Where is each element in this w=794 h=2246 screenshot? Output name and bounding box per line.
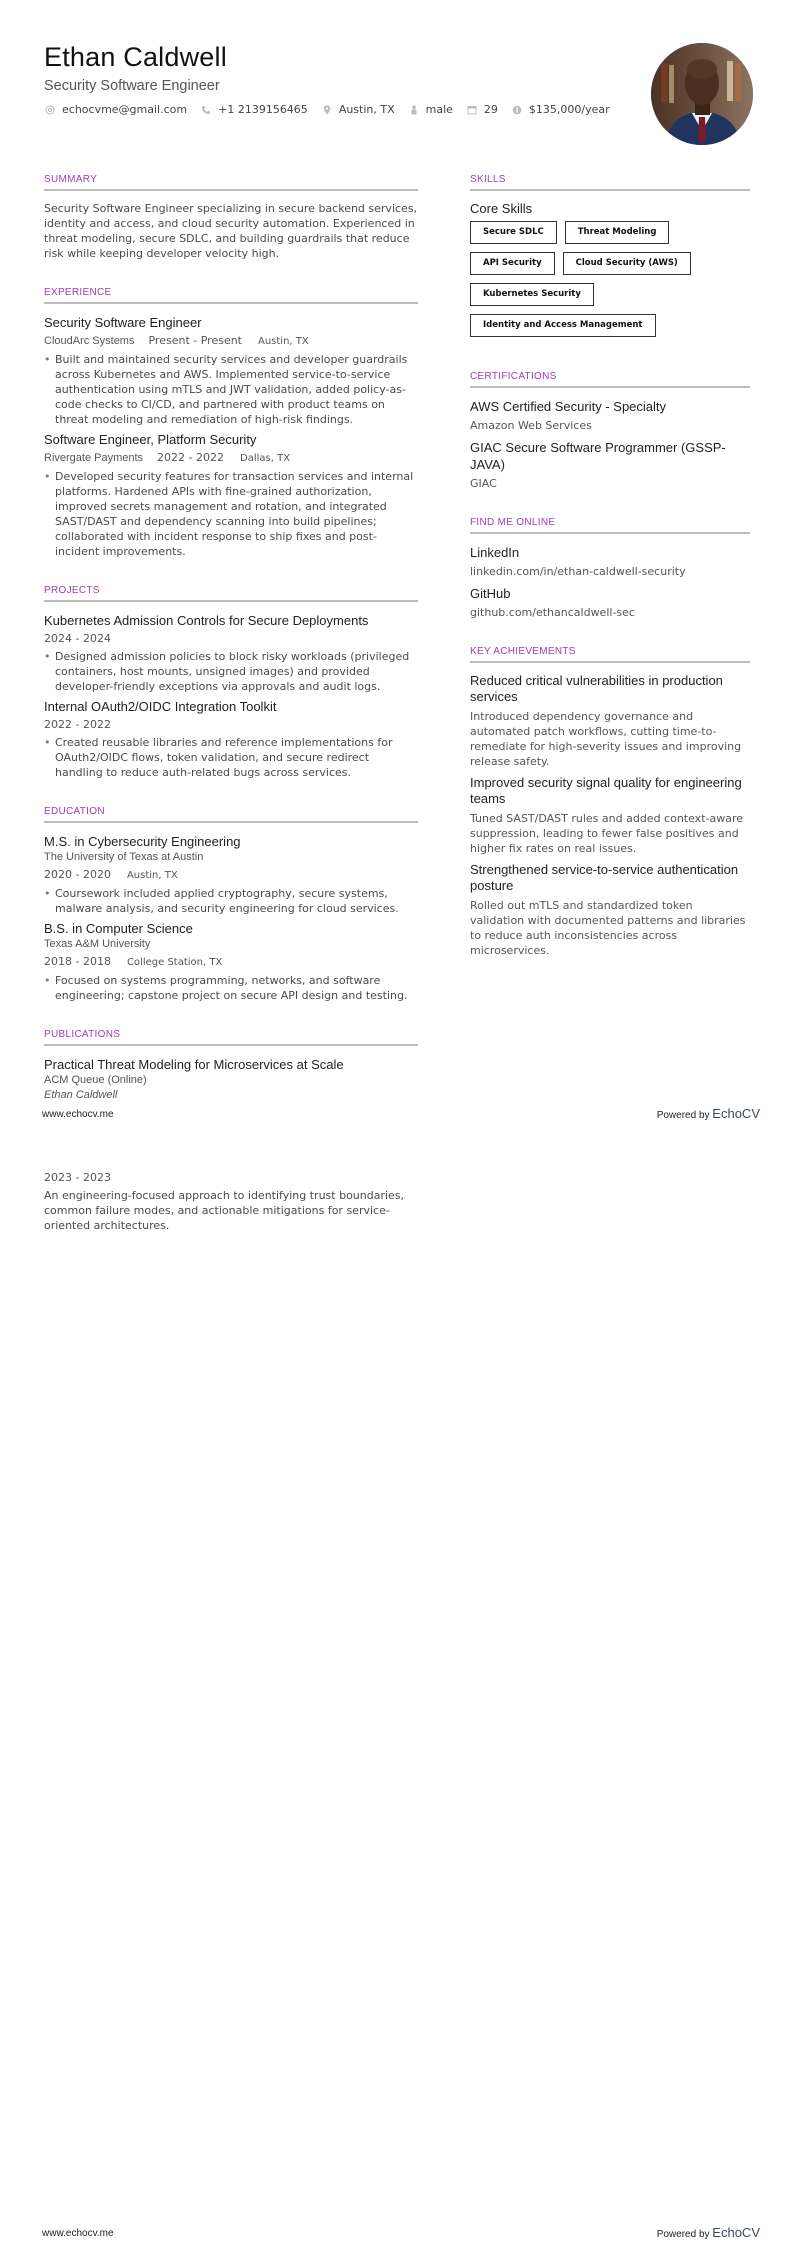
skill-group-name: Core Skills xyxy=(470,201,533,216)
section-title: PUBLICATIONS xyxy=(44,1029,418,1046)
job-role: Security Software Engineer xyxy=(44,315,202,330)
publication-dates: 2023 - 2023 xyxy=(44,1171,111,1184)
skill-tag: Kubernetes Security xyxy=(470,283,594,306)
degree: M.S. in Cybersecurity Engineering xyxy=(44,834,241,849)
education-dates: 2020 - 2020 xyxy=(44,868,111,881)
project-bullets xyxy=(44,649,418,694)
skill-tag: Cloud Security (AWS) xyxy=(563,252,691,275)
phone-icon xyxy=(200,104,212,116)
right-column xyxy=(470,174,750,984)
skill-tag: Threat Modeling xyxy=(565,221,670,244)
education-bullets xyxy=(44,973,418,1003)
publications-section xyxy=(44,1029,418,1103)
job-meta xyxy=(44,333,418,349)
project-meta xyxy=(44,631,418,646)
experience-section xyxy=(44,287,418,559)
project-name: Internal OAuth2/OIDC Integration Toolkit xyxy=(44,699,277,714)
school-name: The University of Texas at Austin xyxy=(44,851,204,863)
bullet: • Created reusable libraries and reference implementations for OAuth2/OIDC flows, token validation, and secure redirect handling to reduce auth-related bugs across services. xyxy=(44,735,418,780)
job-bullets xyxy=(44,352,418,427)
footer-powered-by: Powered by EchoCV xyxy=(656,1106,760,1121)
education-location: Austin, TX xyxy=(126,870,178,881)
achievement-description: Rolled out mTLS and standardized token validation with documented patterns and libraries to reduce auth inconsistencies across microservices. xyxy=(470,899,746,957)
project-dates: 2022 - 2022 xyxy=(44,718,111,731)
bullet: • Focused on systems programming, networks, and software engineering; capstone project on secure API design and testing. xyxy=(44,973,418,1003)
certification-issuer: Amazon Web Services xyxy=(470,419,592,432)
publication-title: Practical Threat Modeling for Microservices at Scale xyxy=(44,1057,344,1072)
section-title: FIND ME ONLINE xyxy=(470,517,750,534)
skill-tag: Secure SDLC xyxy=(470,221,557,244)
skills-section xyxy=(470,174,750,345)
section-title: SUMMARY xyxy=(44,174,418,191)
online-section xyxy=(470,517,750,620)
bullet: • Developed security features for transaction services and internal platforms. Hardened APIs with fine-grained authorization, improved secrets management and rotation, and integrated SAST/DAST and dependency scanning into build pipelines; collaborated with incident response to ship fixes and post-incident improvements. xyxy=(44,469,418,559)
certification-name: GIAC Secure Software Programmer (GSSP-JAVA) xyxy=(470,440,726,472)
job-bullets xyxy=(44,469,418,559)
education-dates: 2018 - 2018 xyxy=(44,955,111,968)
left-column xyxy=(44,174,418,1129)
section-title: EDUCATION xyxy=(44,806,418,823)
section-title: SKILLS xyxy=(470,174,750,191)
skill-tag: Identity and Access Management xyxy=(470,314,656,337)
profile-photo xyxy=(651,43,753,145)
skill-tags xyxy=(470,221,750,345)
bullet: • Designed admission policies to block risky workloads (privileged containers, host mounts, unsigned images) and provided developer-friendly exceptions via approvals and audit logs. xyxy=(44,649,418,694)
contact-phone[interactable]: +1 2139156465 xyxy=(200,103,308,116)
publication-item xyxy=(44,1056,418,1103)
company-name: Rivergate Payments xyxy=(44,452,144,464)
education-item xyxy=(44,920,418,1003)
job-meta xyxy=(44,450,418,466)
contact-email[interactable]: echocvme@gmail.com xyxy=(44,103,187,116)
publication-authors: Ethan Caldwell xyxy=(44,1089,118,1101)
footer-website-link[interactable]: www.echocv.me xyxy=(42,1109,114,1120)
project-meta xyxy=(44,717,418,732)
education-section xyxy=(44,806,418,1003)
at-icon xyxy=(44,104,56,116)
footer-powered-by: Powered by EchoCV xyxy=(656,2225,760,2240)
candidate-title: Security Software Engineer xyxy=(44,78,220,94)
experience-item xyxy=(44,431,418,559)
job-dates: Present - Present xyxy=(148,334,242,347)
company-name: CloudArc Systems xyxy=(44,335,135,347)
project-item xyxy=(44,612,418,694)
education-bullets xyxy=(44,886,418,916)
certifications-section xyxy=(470,371,750,491)
location-pin-icon xyxy=(321,104,333,116)
project-dates: 2024 - 2024 xyxy=(44,632,111,645)
job-role: Software Engineer, Platform Security xyxy=(44,432,257,447)
job-location: Dallas, TX xyxy=(240,453,291,464)
profile-link[interactable]: linkedin.com/in/ethan-caldwell-security xyxy=(470,565,686,578)
certification-name: AWS Certified Security - Specialty xyxy=(470,399,667,414)
publication-description: An engineering-focused approach to identifying trust boundaries, common failure modes, and actionable mitigations for service-oriented architectures. xyxy=(44,1189,405,1232)
job-dates: 2022 - 2022 xyxy=(157,451,224,464)
profile-label: LinkedIn xyxy=(470,545,520,560)
project-item xyxy=(44,698,418,780)
contact-age: 29 xyxy=(466,103,498,116)
project-name: Kubernetes Admission Controls for Secure Deployments xyxy=(44,613,369,628)
calendar-icon xyxy=(466,104,478,116)
education-meta xyxy=(44,867,418,883)
profile-label: GitHub xyxy=(470,586,511,601)
degree: B.S. in Computer Science xyxy=(44,921,193,936)
bullet: • Coursework included applied cryptography, secure systems, malware analysis, and security engineering for cloud services. xyxy=(44,886,418,916)
summary-text: Security Software Engineer specializing in secure backend services, identity and access, and cloud security automation. Experienced in threat modeling, secure SDLC, and building guardrails that reduce risk while keeping developer velocity high. xyxy=(44,202,418,260)
contact-gender: male xyxy=(408,103,453,116)
achievement-title: Improved security signal quality for engineering teams xyxy=(470,775,742,806)
education-meta xyxy=(44,954,418,970)
skill-tag: API Security xyxy=(470,252,555,275)
person-icon xyxy=(408,104,420,116)
summary-section xyxy=(44,174,418,261)
contact-location: Austin, TX xyxy=(321,103,395,116)
brand-logo: EchoCV xyxy=(712,2225,760,2240)
section-title: KEY ACHIEVEMENTS xyxy=(470,646,750,663)
projects-section xyxy=(44,585,418,780)
publication-venue: ACM Queue (Online) xyxy=(44,1074,147,1086)
contact-salary: $135,000/year xyxy=(511,103,610,116)
salary-icon xyxy=(511,104,523,116)
achievements-section xyxy=(470,646,750,958)
profile-link[interactable]: github.com/ethancaldwell-sec xyxy=(470,606,635,619)
school-name: Texas A&M University xyxy=(44,938,151,950)
achievement-description: Tuned SAST/DAST rules and added context-aware suppression, leading to fewer false positives and higher fix rates on real issues. xyxy=(470,812,744,855)
contact-bar xyxy=(44,103,623,116)
job-location: Austin, TX xyxy=(258,336,309,347)
brand-logo: EchoCV xyxy=(712,1106,760,1121)
experience-item xyxy=(44,314,418,427)
project-bullets xyxy=(44,735,418,780)
publication-dates-row xyxy=(44,1170,418,1185)
achievement-title: Reduced critical vulnerabilities in production services xyxy=(470,673,723,704)
section-title: EXPERIENCE xyxy=(44,287,418,304)
footer-website-link[interactable]: www.echocv.me xyxy=(42,2228,114,2239)
education-location: College Station, TX xyxy=(126,957,223,968)
publication-continued xyxy=(44,1168,418,1233)
section-title: PROJECTS xyxy=(44,585,418,602)
section-title: CERTIFICATIONS xyxy=(470,371,750,388)
certification-issuer: GIAC xyxy=(470,477,497,490)
achievement-description: Introduced dependency governance and automated patch workflows, cutting time-to-remediate for high-severity issues and improving release safety. xyxy=(470,710,742,768)
candidate-name: Ethan Caldwell xyxy=(44,42,227,72)
bullet: • Built and maintained security services and developer guardrails across Kubernetes and AWS. Implemented service-to-service authentication using mTLS and JWT validation, added policy-as-code checks to CI/CD, and partnered with product teams on threat modeling and remediation of high-risk findings. xyxy=(44,352,418,427)
education-item xyxy=(44,833,418,916)
achievement-title: Strengthened service-to-service authentication posture xyxy=(470,862,739,893)
